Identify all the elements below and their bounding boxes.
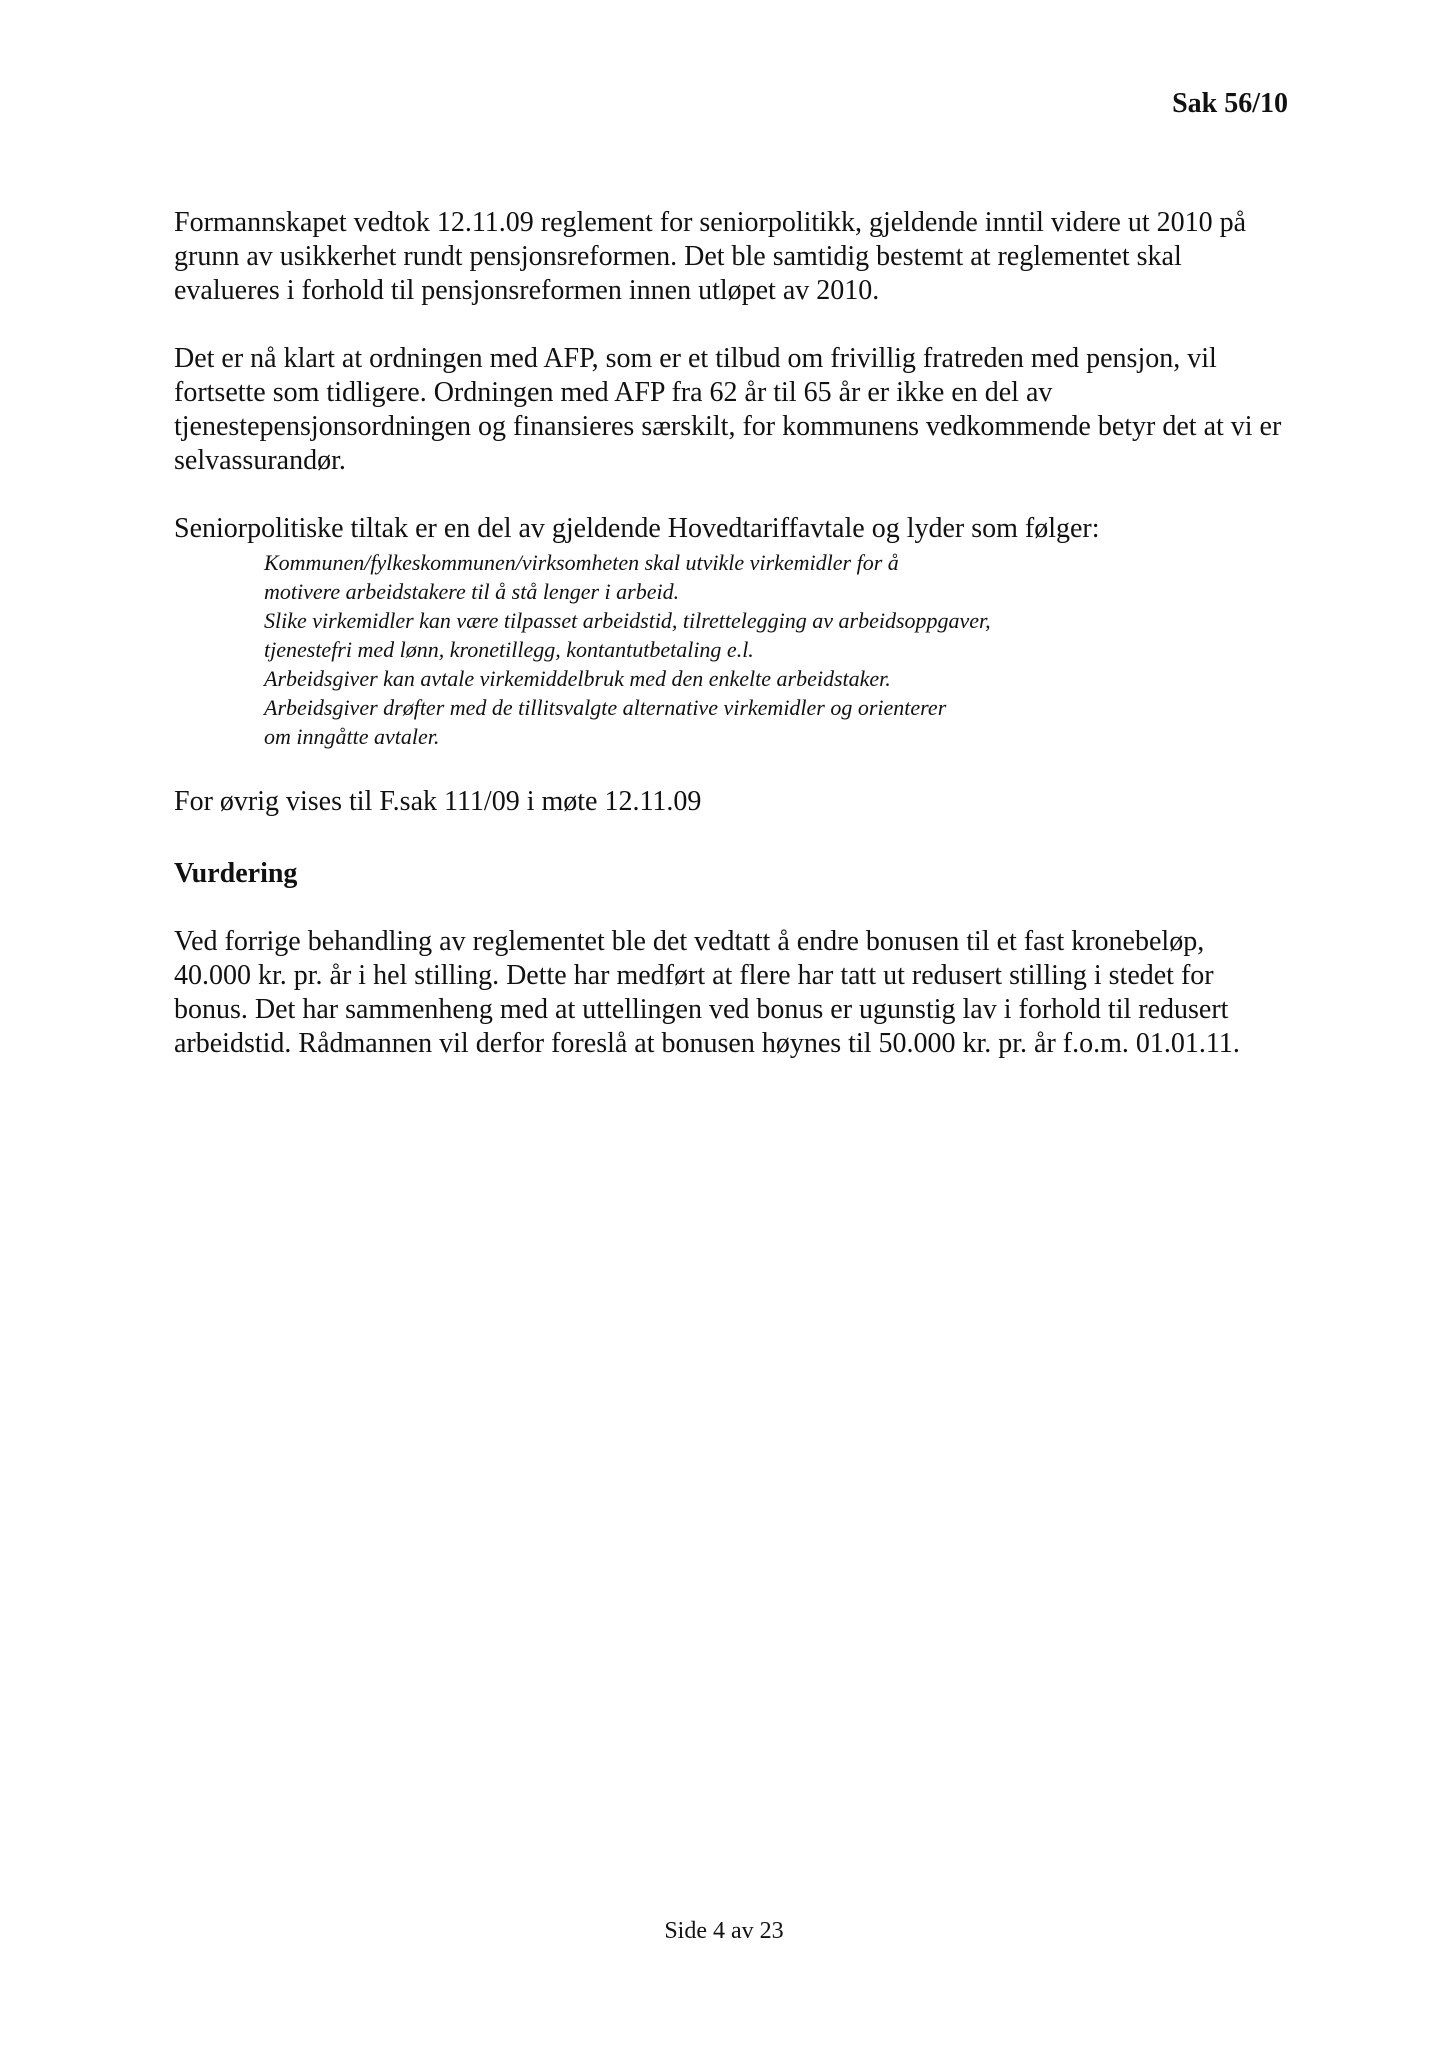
quote-line: om inngåtte avtaler. <box>264 724 440 749</box>
quote-line: Arbeidsgiver drøfter med de tillitsvalgte alternative virkemidler og orienterer <box>264 695 947 720</box>
paragraph-senior-measures: Seniorpolitiske tiltak er en del av gjeldende Hovedtariffavtale og lyder som følger: <box>174 513 1100 544</box>
paragraph-reference: For øvrig vises til F.sak 111/09 i møte 12.11.09 <box>174 786 702 817</box>
paragraph-evaluation: Ved forrige behandling av reglementet ble det vedtatt å endre bonusen til et fast kronebeløp, 40.000 kr. pr. år i hel stilling. Dette har medført at flere har tatt ut redusert stilling i stedet for bonus. Det har sammenheng med at uttellingen ved bonus er ugunstig lav i forhold til redusert arbeidstid. Rådmannen vil derfor foreslå at bonusen høynes til 50.000 kr. pr. år f.o.m. 01.01.11. <box>174 926 1240 1059</box>
document-body <box>174 206 1284 1061</box>
case-number: Sak 56/10 <box>1172 88 1288 119</box>
quote-line: Arbeidsgiver kan avtale virkemiddelbruk med den enkelte arbeidstaker. <box>264 666 891 691</box>
quote-line: Kommunen/fylkeskommunen/virksomheten skal utvikle virkemidler for å <box>264 550 899 575</box>
paragraph-afp: Det er nå klart at ordningen med AFP, som er et tilbud om frivillig fratreden med pensjon, vil fortsette som tidligere. Ordningen med AFP fra 62 år til 65 år er ikke en del av tjenestepensjonsordningen og finansieres særskilt, for kommunens vedkommende betyr det at vi er selvassurandør. <box>174 343 1282 476</box>
quote-line: Slike virkemidler kan være tilpasset arbeidstid, tilrettelegging av arbeidsoppgaver, <box>264 608 991 633</box>
quote-line: motivere arbeidstakere til å stå lenger i arbeid. <box>264 579 680 604</box>
page-footer: Side 4 av 23 <box>664 1918 784 1944</box>
quote-line: tjenestefri med lønn, kronetillegg, kontantutbetaling e.l. <box>264 637 754 662</box>
section-heading-evaluation: Vurdering <box>174 858 298 889</box>
agreement-quote <box>264 548 1284 751</box>
paragraph-intro: Formannskapet vedtok 12.11.09 reglement for seniorpolitikk, gjeldende inntil videre ut 2010 på grunn av usikkerhet rundt pensjonsreformen. Det ble samtidig bestemt at reglementet skal evalueres i forhold til pensjonsreformen innen utløpet av 2010. <box>174 207 1247 306</box>
